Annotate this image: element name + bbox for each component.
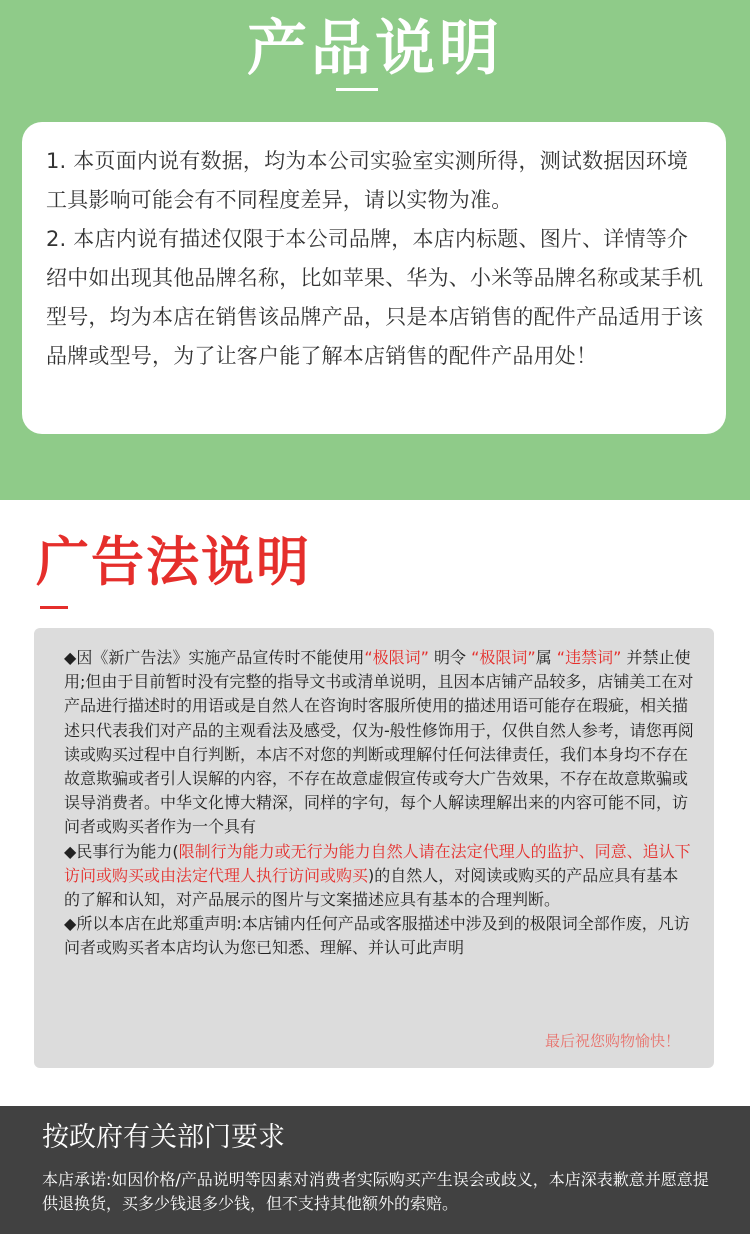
gov-requirement-title: 按政府有关部门要求	[42, 1122, 285, 1153]
bullet-icon: ◆	[64, 841, 77, 861]
ad-law-paragraph-2: ◆民事行为能力(限制行为能力或无行为能力自然人请在法定代理人的监护、同意、追认下访问或购买或由法定代理人执行访问或购买)的自然人，对阅读或购买的产品应具有基本的了解和认知，对产品展示的图片与文案描述应具有基本的合理判断。	[64, 841, 691, 910]
product-title-underline	[336, 88, 378, 91]
highlight-term: 限制行为能力或无行为能力自然人请在法定代理人的监护、同意、追认下访问或购买或由法定代理人执行访问或购买	[64, 841, 691, 885]
bullet-icon: ◆	[64, 914, 77, 934]
product-note-paragraph-1: 1. 本页面内说有数据，均为本公司实验室实测所得，测试数据因环境工具影响可能会有不同程度差异，请以实物为准。	[46, 149, 689, 212]
product-note-card	[22, 122, 726, 434]
closing-greeting: 最后祝您购物愉快！	[544, 1032, 680, 1050]
product-section	[0, 0, 750, 500]
highlight-term: “极限词”	[364, 648, 429, 667]
product-note-paragraph-2: 2. 本店内说有描述仅限于本公司品牌，本店内标题、图片、详情等介绍中如出现其他品牌名称，比如苹果、华为、小米等品牌名称或某手机型号，均为本店在销售该品牌产品，只是本店销售的配件产品适用于该品牌或型号，为了让客户能了解本店销售的配件产品用处！	[46, 227, 704, 368]
ad-law-card	[34, 628, 714, 1068]
gov-requirement-section	[0, 1106, 750, 1234]
bullet-icon: ◆	[64, 648, 77, 667]
ad-law-title-underline	[40, 606, 68, 609]
product-note-text	[46, 142, 706, 376]
ad-law-paragraph-1: ◆因《新广告法》实施产品宣传时不能使用“极限词” 明令 “极限词”属 “违禁词” 并禁止使用;但由于目前暂时没有完整的指导文书或清单说明，且因本店铺产品较多，店铺美工在对产品进行描述时的用语或是自然人在咨询时客服所使用的描述用语可能存在瑕疵，相关描述只代表我们对产品的主观看法及感受，仅为-般性修饰用于，仅供自然人参考，请您再阅读或购买过程中自行判断，本店不对您的判断或理解付任何法律责任，我们本身均不存在故意欺骗或者引人误解的内容，不存在故意虚假宣传或夸大广告效果，不存在故意欺骗或误导消费者。中华文化博大精深，同样的字句，每个人解读理解出来的内容可能不同，访问者或购买者作为一个具有	[64, 648, 694, 837]
highlight-term: “极限词”	[471, 648, 536, 667]
product-title: 产品说明	[247, 14, 503, 84]
highlight-term: “违禁词”	[556, 648, 622, 667]
ad-law-paragraph-3: ◆所以本店在此郑重声明:本店铺内任何产品或客服描述中涉及到的极限词全部作废，凡访问者或购买者本店均认为您已知悉、理解、并认可此声明	[64, 914, 690, 958]
ad-law-title: 广告法说明	[36, 532, 311, 593]
gov-requirement-text: 本店承诺:如因价格/产品说明等因素对消费者实际购买产生误会或歧义，本店深表歉意并愿意提供退换货，买多少钱退多少钱，但不支持其他额外的索赔。	[42, 1170, 709, 1213]
ad-law-text	[64, 646, 694, 961]
